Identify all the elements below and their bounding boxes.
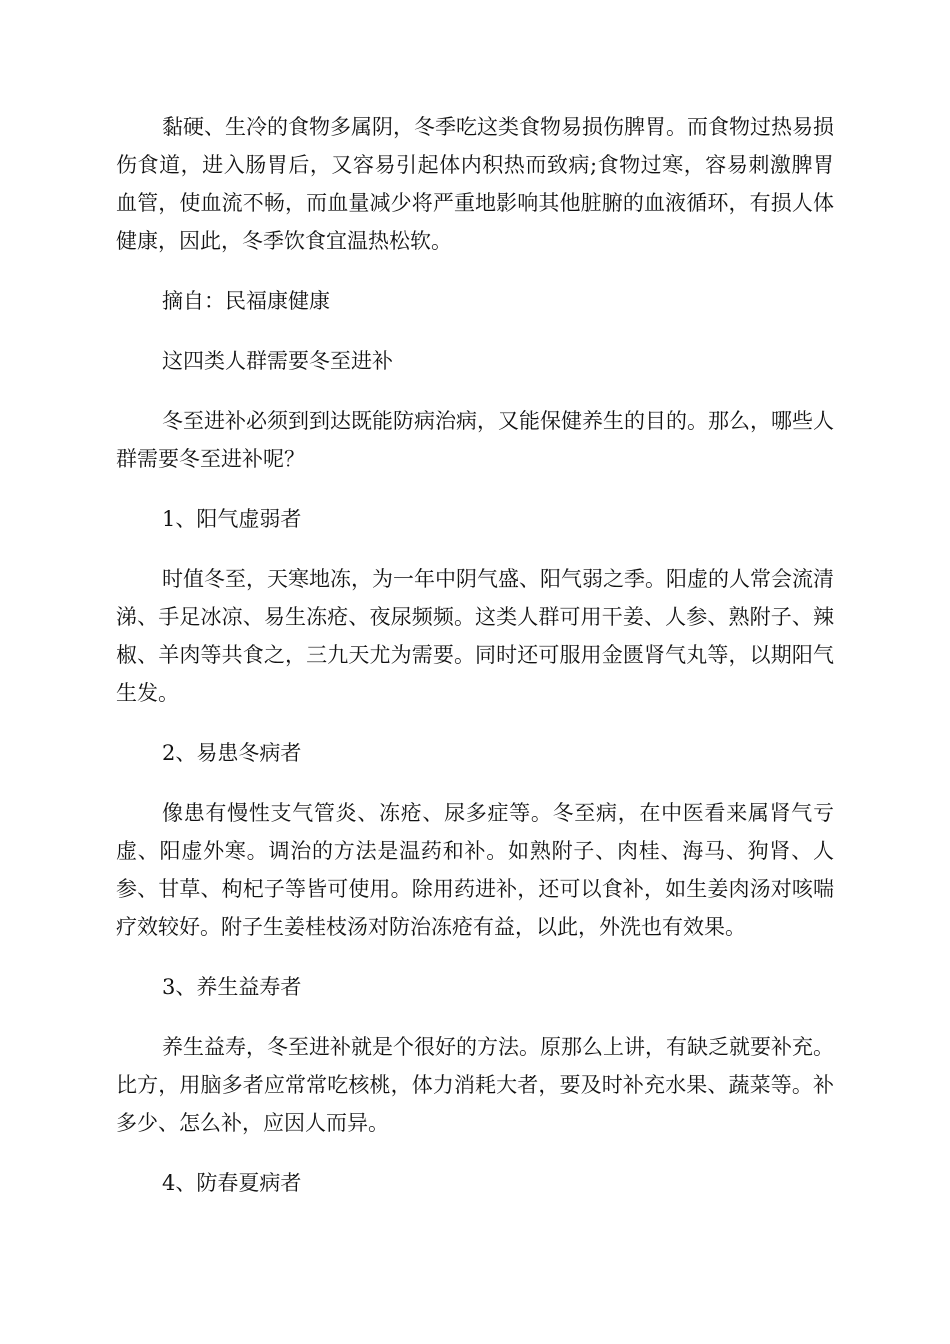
list-heading-3: 3、养生益寿者 (162, 975, 302, 999)
paragraph-intro: 冬至进补必须到到达既能防病治病，又能保健养生的目的。那么，哪些人群需要冬至进补呢？ (116, 409, 834, 471)
paragraph-diet-advice: 黏硬、生冷的食物多属阴，冬季吃这类食物易损伤脾胃。而食物过热易损伤食道，进入肠胃后，又容易引起体内积热而致病;食物过寒，容易刺激脾胃血管，使血流不畅，而血量减少将严重地影响其他脏腑的血液循环，有损人体健康，因此，冬季饮食宜温热松软。 (116, 115, 834, 253)
list-heading-4: 4、防春夏病者 (162, 1171, 302, 1195)
paragraph-winter-illness: 像患有慢性支气管炎、冻疮、尿多症等。冬至病，在中医看来属肾气亏虚、阳虚外寒。调治的方法是温药和补。如熟附子、肉桂、海马、狗肾、人参、甘草、枸杞子等皆可使用。除用药进补，还可以食补，如生姜肉汤对咳喘疗效较好。附子生姜桂枝汤对防治冻疮有益，以此，外洗也有效果。 (116, 801, 834, 939)
paragraph-yang-deficiency: 时值冬至，天寒地冻，为一年中阴气盛、阳气弱之季。阳虚的人常会流清涕、手足冰凉、易生冻疮、夜尿频频。这类人群可用干姜、人参、熟附子、辣椒、羊肉等共食之，三九天尤为需要。同时还可服用金匮肾气丸等，以期阳气生发。 (116, 567, 834, 705)
document-page (116, 108, 834, 1224)
list-heading-2: 2、易患冬病者 (162, 741, 302, 765)
section-heading: 这四类人群需要冬至进补 (162, 349, 393, 373)
source-attribution: 摘自：民福康健康 (162, 289, 330, 313)
paragraph-longevity: 养生益寿，冬至进补就是个很好的方法。原那么上讲，有缺乏就要补充。比方，用脑多者应常常吃核桃，体力消耗大者，要及时补充水果、蔬菜等。补多少、怎么补，应因人而异。 (116, 1035, 834, 1135)
list-heading-1: 1、阳气虚弱者 (162, 507, 302, 531)
